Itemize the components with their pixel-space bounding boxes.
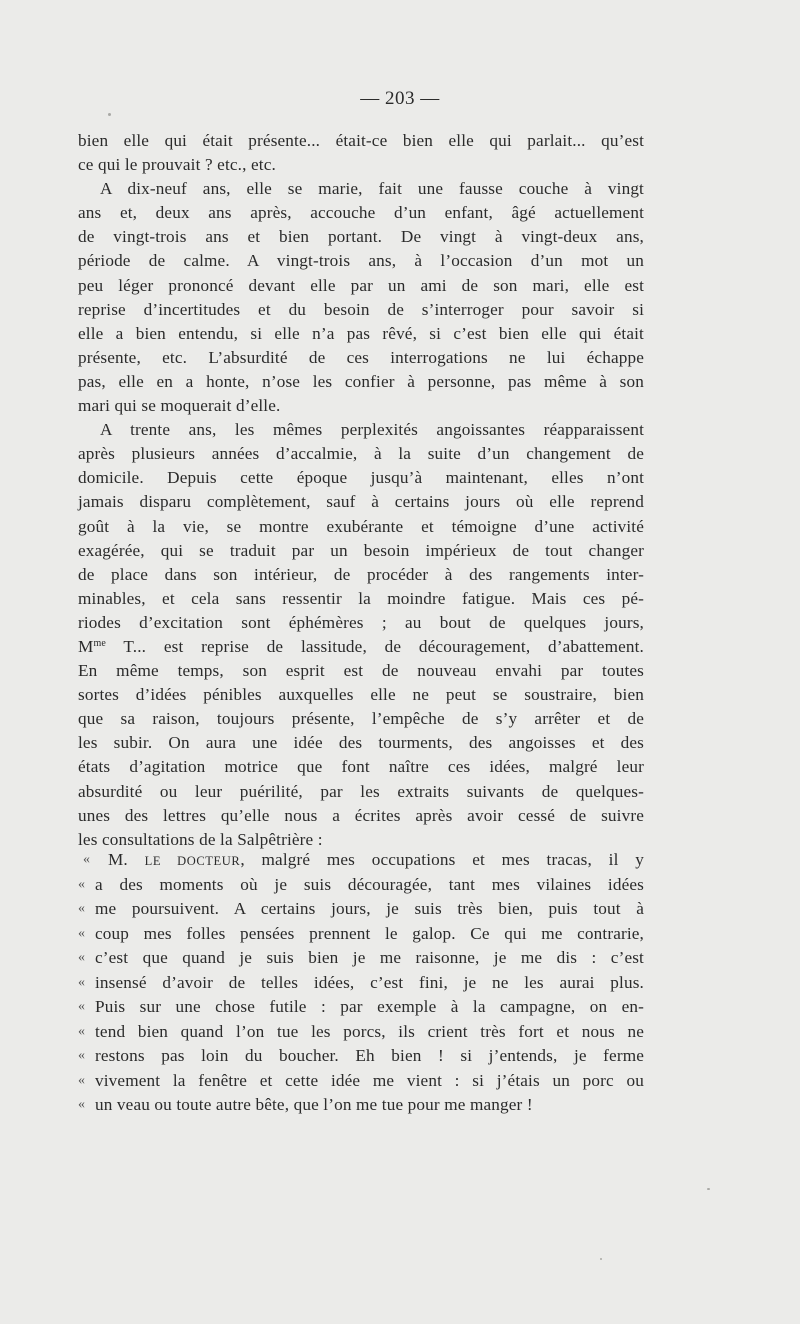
quote-line: « restons pas loin du boucher. Eh bien ! si j’entends, je ferme (78, 1044, 644, 1069)
quote-line: « tend bien quand l’on tue les porcs, ils crient très fort et nous ne (78, 1020, 644, 1045)
text-line: de vingt-trois ans et bien portant. De vingt à vingt-deux ans, (78, 227, 644, 247)
quote-mark: « (78, 1072, 85, 1088)
quote-prefix: M. (108, 850, 145, 869)
quote-line (78, 848, 644, 873)
quote-mark: « (78, 950, 85, 965)
paper-speck (600, 1258, 602, 1260)
text-line: ce qui le prouvait ? etc., etc. (78, 155, 276, 175)
quote-mark: « (78, 901, 85, 916)
text-line: reprise d’incertitudes et du besoin de s’interroger pour savoir si (78, 299, 644, 319)
text-line: domicile. Depuis cette époque jusqu’à maintenant, elles n’ont (78, 468, 644, 488)
quote-mark: « (78, 974, 85, 990)
text-line: elle a bien entendu, si elle n’a pas rêvé, si c’est bien elle qui était (78, 323, 644, 343)
text-line: mari qui se moquerait d’elle. (78, 396, 281, 416)
text-line: bien elle qui était présente... était-ce bien elle qui parlait... qu’est (78, 131, 644, 150)
text-line: après plusieurs années d’accalmie, à la suite d’un changement de (78, 444, 644, 464)
text-line: présente, etc. L’absurdité de ces interrogations ne lui échappe (78, 347, 644, 367)
text-line: minables, et cela sans ressentir la moindre fatigue. Mais ces pé- (78, 588, 644, 608)
paper-speck (707, 1188, 710, 1190)
quote-line: « a des moments où je suis découragée, tant mes vilaines idées (78, 873, 644, 898)
quote-line: « insensé d’avoir de telles idées, c’est fini, je ne les aurai plus. (78, 971, 644, 996)
quote-mark: « (78, 925, 85, 941)
quote-line: « me poursuivent. A certains jours, je suis très bien, puis tout à (78, 897, 644, 922)
text-line: exagérée, qui se traduit par un besoin impérieux de tout changer (78, 540, 644, 560)
text-m: M (78, 636, 94, 656)
text-line: ans et, deux ans après, accouche d’un enfant, âgé actuellement (78, 203, 644, 223)
text-line: A trente ans, les mêmes perplexités angoissantes réapparaissent (100, 420, 644, 440)
quote-mark: « (83, 852, 90, 867)
quote-mark: « (78, 1097, 85, 1112)
quote-mark: « (78, 1023, 85, 1039)
text-line: pas, elle en a honte, n’ose les confier à personne, pas même à son (78, 371, 644, 391)
superscript-me: me (93, 637, 106, 649)
text-line: riodes d’excitation sont éphémères ; au bout de quelques jours, (78, 612, 644, 632)
quote-mark: « (78, 876, 85, 892)
text-line: En même temps, son esprit est de nouveau envahi par toutes (78, 661, 644, 681)
text-line: absurdité ou leur puérilité, par les extraits suivants de quelques- (78, 781, 644, 801)
text-line: les consultations de la Salpêtrière : (78, 829, 323, 849)
text-line: que sa raison, toujours présente, l’empêche de s’y arrêter et de (78, 709, 644, 729)
text-line: goût à la vie, se montre exubérante et témoigne d’une activité (78, 516, 644, 536)
text-line (78, 635, 644, 659)
text-line: les subir. On aura une idée des tourments, des angoisses et des (78, 733, 644, 753)
text-line: états d’agitation motrice que font naître ces idées, malgré leur (78, 757, 644, 777)
text-line: sortes d’idées pénibles auxquelles elle ne peut se soustraire, bien (78, 685, 644, 705)
quote-mark: « (78, 1048, 85, 1063)
quote-smallcaps: LE DOCTEUR (144, 854, 241, 868)
text-line: période de calme. A vingt-trois ans, à l’occasion d’un mot un (78, 251, 644, 271)
quote-line: « vivement la fenêtre et cette idée me vient : si j’étais un porc ou (78, 1069, 644, 1094)
quote-line: « un veau ou toute autre bête, que l’on me tue pour me manger ! (78, 1093, 644, 1118)
quote-mark: « (78, 999, 85, 1014)
text-line: peu léger prononcé devant elle par un ami de son mari, elle est (78, 275, 644, 295)
main-text (78, 129, 644, 852)
paper-speck (108, 113, 111, 116)
text-line: A dix-neuf ans, elle se marie, fait une fausse couche à vingt (100, 179, 644, 199)
text-rest: T... est reprise de lassitude, de découragement, d’abattement. (105, 636, 644, 656)
text-line: unes des lettres qu’elle nous a écrites après avoir cessé de suivre (78, 805, 644, 825)
quote-line: « Puis sur une chose futile : par exemple à la campagne, on en- (78, 995, 644, 1020)
quote-line: « coup mes folles pensées prennent le galop. Ce qui me contrarie, (78, 922, 644, 947)
quoted-letter (78, 848, 644, 1118)
page-number: — 203 — (360, 88, 440, 109)
quote-line: « c’est que quand je suis bien je me raisonne, je me dis : c’est (78, 946, 644, 971)
text-line: jamais disparu complètement, sauf à certains jours où elle reprend (78, 492, 644, 512)
text-line: de place dans son intérieur, de procéder à des rangements inter- (78, 564, 644, 584)
quote-first-rest: , malgré mes occupations et mes tracas, il y (240, 850, 644, 869)
